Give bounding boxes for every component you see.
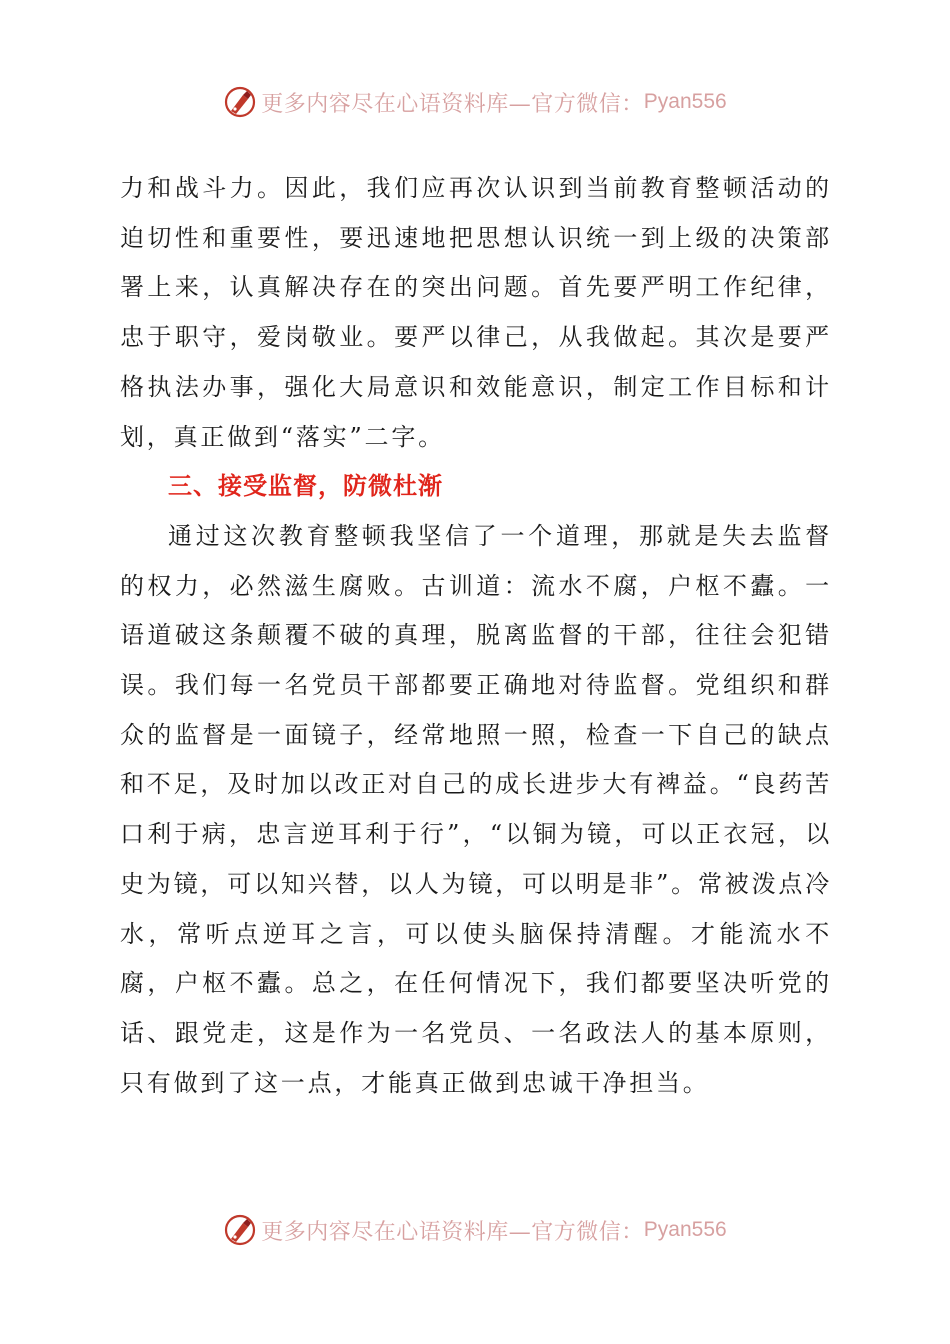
- section-heading-3: 三、接受监督，防微杜渐: [168, 472, 443, 501]
- pen-nib-logo-icon: [223, 85, 257, 119]
- document-body: [120, 164, 832, 1108]
- paragraph-supervision: 通过这次教育整顿我坚信了一个道理，那就是失去监督的权力，必然滋生腐败。古训道：流水不腐，户枢不蠹。一语道破这条颠覆不破的真理，脱离监督的干部，往往会犯错误。我们每一名党员干部都要正确地对待监督。党组织和群众的监督是一面镜子，经常地照一照，检查一下自己的缺点和不足，及时加以改正对自己的成长进步大有裨益。“良药苦口利于病，忠言逆耳利于行”，“以铜为镜，可以正衣冠，以史为镜，可以知兴替，以人为镜，可以明是非”。常被泼点冷水，常听点逆耳之言，可以使头脑保持清醒。才能流水不腐，户枢不蠹。总之，在任何情况下，我们都要坚决听党的话、跟党走，这是作为一名党员、一名政法人的基本原则，只有做到了这一点，才能真正做到忠诚干净担当。: [120, 521, 832, 1097]
- header-slogan: 更多内容尽在心语资料库—官方微信：: [261, 91, 644, 117]
- footer-slogan: 更多内容尽在心语资料库—官方微信：: [261, 1219, 644, 1245]
- header-banner: [0, 82, 950, 122]
- footer-wechat-id: Pyan556: [643, 1218, 727, 1241]
- pen-nib-logo-icon: [223, 1213, 257, 1247]
- paragraph-continued: 力和战斗力。因此，我们应再次认识到当前教育整顿活动的迫切性和重要性，要迅速地把思想认识统一到上级的决策部署上来，认真解决存在的突出问题。首先要严明工作纪律，忠于职守，爱岗敬业。要严以律己，从我做起。其次是要严格执法办事，强化大局意识和效能意识，制定工作目标和计划，真正做到“落实”二字。: [120, 174, 832, 451]
- footer-banner: [0, 1210, 950, 1250]
- header-wechat-id: Pyan556: [643, 90, 727, 113]
